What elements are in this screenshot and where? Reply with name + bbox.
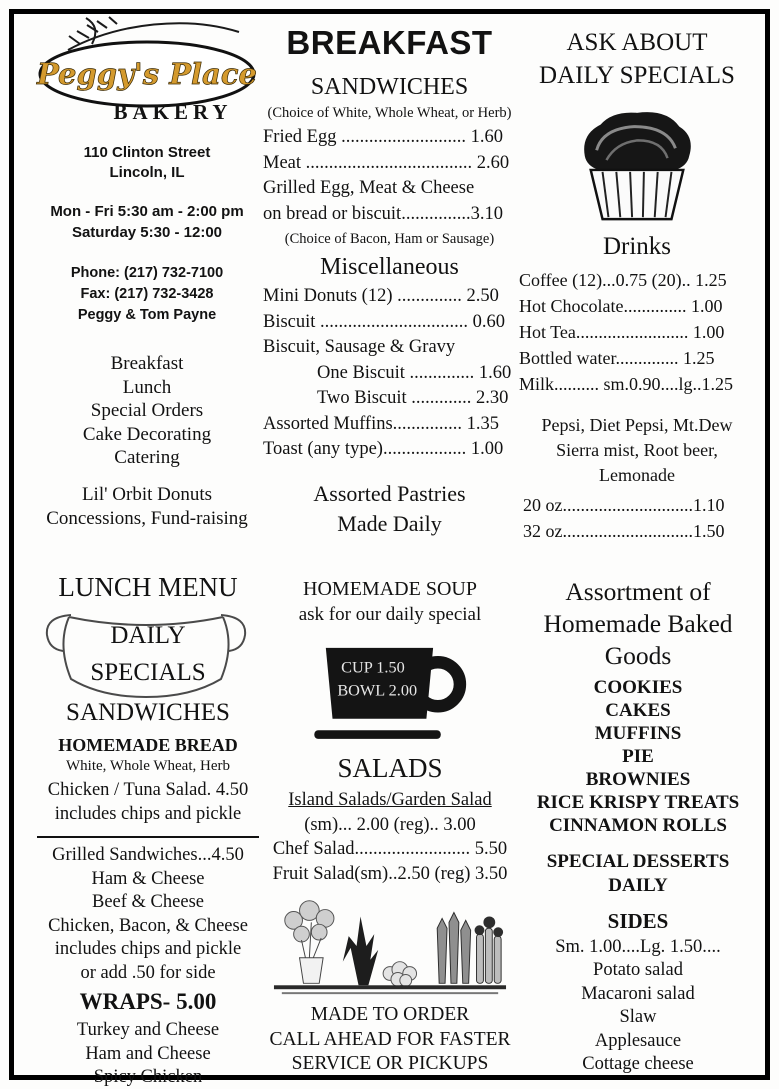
menu-line: Island Salads/Garden Salad	[288, 790, 492, 810]
order-note-line: MADE TO ORDER	[310, 1004, 470, 1025]
menu-line: includes chips and pickle	[54, 939, 242, 959]
service-item: Lunch	[122, 376, 172, 398]
heading-line: Homemade Baked	[543, 609, 733, 638]
service-item: Catering	[114, 447, 180, 468]
banner-line: DAILY	[110, 622, 186, 649]
heading-line: Assortment of	[565, 577, 711, 606]
menu-line: Ham & Cheese	[91, 868, 205, 889]
menu-line: Beef & Cheese	[92, 892, 204, 912]
service-item: Special Orders	[90, 400, 204, 421]
soda-line: Sierra mist, Root beer,	[556, 440, 718, 460]
menu-line: Toast (any type).................. 1.00	[263, 439, 504, 459]
baked-item: PIE	[622, 746, 654, 767]
menu-line: Chicken, Bacon, & Cheese	[48, 915, 248, 936]
pastries-note	[263, 479, 516, 539]
bread-choice-note: (Choice of White, Whole Wheat, or Herb)	[267, 105, 512, 121]
menu-line: Mini Donuts (12) .............. 2.50	[263, 286, 499, 306]
menu-line: Fried Egg ........................... 1.60	[263, 127, 503, 147]
menu-line: Coffee (12)...0.75 (20).. 1.25	[519, 270, 727, 290]
drinks-list	[519, 267, 755, 397]
baked-item: BROWNIES	[585, 769, 691, 790]
extras-list	[30, 483, 264, 531]
service-item: Breakfast	[110, 353, 184, 374]
wraps-heading: WRAPS- 5.00	[79, 989, 217, 1014]
side-item: Potato salad	[593, 960, 683, 980]
daily-specials-panel	[519, 26, 755, 544]
ask-about-heading	[519, 26, 755, 92]
salad-sandwich-lines	[33, 779, 263, 826]
banner-line: SPECIALS	[90, 659, 206, 686]
order-note-line: SERVICE OR PICKUPS	[291, 1053, 489, 1074]
address-block	[30, 143, 264, 183]
sides-list	[518, 959, 758, 1077]
bakery-logo	[30, 14, 264, 125]
menu-line: (sm)... 2.00 (reg).. 3.00	[304, 814, 476, 835]
soda-list	[519, 413, 755, 488]
soda-line: Lemonade	[599, 465, 675, 485]
soup-salads-panel	[265, 578, 515, 1077]
desserts-line: SPECIAL DESSERTS	[546, 851, 730, 872]
baked-item: COOKIES	[593, 677, 683, 698]
fax-line: Fax: (217) 732-3428	[80, 286, 214, 302]
price-line: 20 oz.............................1.10	[523, 495, 725, 515]
sandwiches-heading: SANDWICHES	[310, 74, 469, 100]
menu-line: Fruit Salad(sm)..2.50 (reg) 3.50	[272, 863, 508, 884]
divider-line	[37, 836, 259, 838]
bowl-price-label: BOWL 2.00	[337, 680, 418, 700]
miscellaneous-heading: Miscellaneous	[320, 254, 459, 280]
menu-line: Milk.......... sm.0.90....lg..1.25	[519, 374, 734, 394]
cup-price-label: CUP 1.50	[341, 657, 405, 677]
breakfast-panel	[263, 24, 516, 539]
soda-prices	[519, 492, 755, 544]
desserts-line: DAILY	[608, 875, 668, 896]
grilled-sandwich-lines	[33, 844, 263, 985]
baked-item: MUFFINS	[594, 723, 682, 744]
address-line: 110 Clinton Street	[83, 144, 211, 161]
menu-line: includes chips and pickle	[54, 803, 242, 824]
hours-line: Saturday 5:30 - 12:00	[71, 224, 223, 241]
lunch-sandwiches-heading: SANDWICHES	[66, 699, 230, 726]
vegetables-illustration	[272, 890, 508, 996]
contact-block	[30, 263, 264, 326]
sandwich-items	[263, 125, 516, 227]
drinks-heading: Drinks	[602, 233, 672, 260]
phone-line: Phone: (217) 732-7100	[70, 265, 224, 281]
menu-line: One Biscuit .............. 1.60	[317, 362, 512, 383]
logo-bakery-text: BAKERY	[113, 100, 233, 124]
heading-line: ASK ABOUT	[566, 29, 708, 56]
menu-line: Hot Chocolate.............. 1.00	[519, 296, 723, 316]
pastries-line: Assorted Pastries	[313, 480, 466, 506]
service-item: Cake Decorating	[82, 423, 212, 445]
meat-choice-note: (Choice of Bacon, Ham or Sausage)	[284, 231, 495, 247]
menu-line: or add .50 for side	[80, 962, 216, 983]
menu-line: Biscuit, Sausage & Gravy	[263, 337, 456, 357]
price-line: 32 oz.............................1.50	[523, 521, 725, 541]
baked-item: CINNAMON ROLLS	[549, 815, 727, 836]
logo-script-text: Peggy's Place	[37, 57, 257, 91]
muffin-figure	[519, 104, 755, 231]
pastries-line: Made Daily	[337, 510, 442, 536]
baked-item: CAKES	[605, 700, 671, 721]
menu-line: Spicy Chicken	[93, 1067, 203, 1087]
order-note	[265, 1003, 515, 1077]
homemade-soup-heading: HOMEMADE SOUP	[303, 578, 477, 600]
miscellaneous-items	[263, 284, 516, 463]
services-list	[30, 352, 264, 470]
breakfast-title: BREAKFAST	[286, 24, 493, 61]
order-note-line: CALL AHEAD FOR FASTER	[269, 1028, 511, 1050]
wraps-list	[33, 1019, 263, 1090]
menu-line: Grilled Sandwiches...4.50	[52, 845, 244, 865]
banner-text	[33, 609, 263, 691]
soup-subheading: ask for our daily special	[298, 604, 482, 625]
lunch-panel	[33, 572, 263, 1090]
menu-line: Hot Tea......................... 1.00	[519, 322, 725, 342]
menu-line: on bread or biscuit...............3.10	[263, 203, 503, 224]
side-item: Macaroni salad	[581, 983, 695, 1004]
baked-goods-list	[518, 676, 758, 837]
menu-line: Meat .................................... 2.60	[263, 152, 510, 173]
extra-item: Lil' Orbit Donuts	[81, 483, 213, 505]
bread-types-note: White, Whole Wheat, Herb	[66, 758, 230, 774]
menu-line: Biscuit ................................ 0.60	[263, 311, 506, 332]
soup-mug-figure	[265, 634, 515, 751]
salads-list	[265, 788, 515, 886]
menu-line: Assorted Muffins............... 1.35	[263, 413, 500, 434]
baked-goods-heading	[518, 576, 758, 672]
salads-heading: SALADS	[337, 753, 443, 783]
side-item: Cottage cheese	[582, 1054, 694, 1074]
baked-item: RICE KRISPY TREATS	[536, 792, 740, 813]
vegetables-figure	[265, 890, 515, 1001]
muffin-illustration	[573, 104, 701, 226]
menu-line: Two Biscuit ............. 2.30	[317, 388, 509, 408]
menu-line: Chef Salad......................... 5.50	[272, 839, 508, 859]
menu-line: Grilled Egg, Meat & Cheese	[263, 178, 475, 198]
daily-specials-banner	[33, 609, 263, 697]
menu-line: Chicken / Tuna Salad. 4.50	[47, 780, 249, 800]
side-item: Applesauce	[594, 1030, 682, 1051]
menu-line: Turkey and Cheese	[76, 1020, 220, 1040]
menu-line: Ham and Cheese	[85, 1043, 211, 1064]
heading-line: DAILY SPECIALS	[539, 62, 735, 89]
soda-line: Pepsi, Diet Pepsi, Mt.Dew	[541, 415, 733, 435]
address-line: Lincoln, IL	[109, 164, 185, 181]
baked-goods-panel	[518, 576, 758, 1077]
bakery-logo-graphic	[34, 14, 260, 110]
menu-line: Bottled water.............. 1.25	[519, 348, 715, 368]
sides-heading: SIDES	[607, 909, 669, 933]
homemade-bread-heading: HOMEMADE BREAD	[58, 735, 238, 755]
bakery-info-panel	[30, 14, 264, 531]
extra-item: Concessions, Fund-raising	[46, 507, 248, 529]
side-item: Slaw	[619, 1007, 657, 1027]
soup-mug-illustration	[299, 634, 481, 746]
heading-line: Goods	[604, 641, 672, 670]
lunch-menu-title: LUNCH MENU	[58, 572, 238, 602]
hours-line: Mon - Fri 5:30 am - 2:00 pm	[50, 203, 244, 220]
special-desserts-note	[518, 850, 758, 898]
hours-block	[30, 201, 264, 243]
sides-price-line: Sm. 1.00....Lg. 1.50....	[555, 937, 721, 957]
owners-line: Peggy & Tom Payne	[77, 307, 217, 323]
